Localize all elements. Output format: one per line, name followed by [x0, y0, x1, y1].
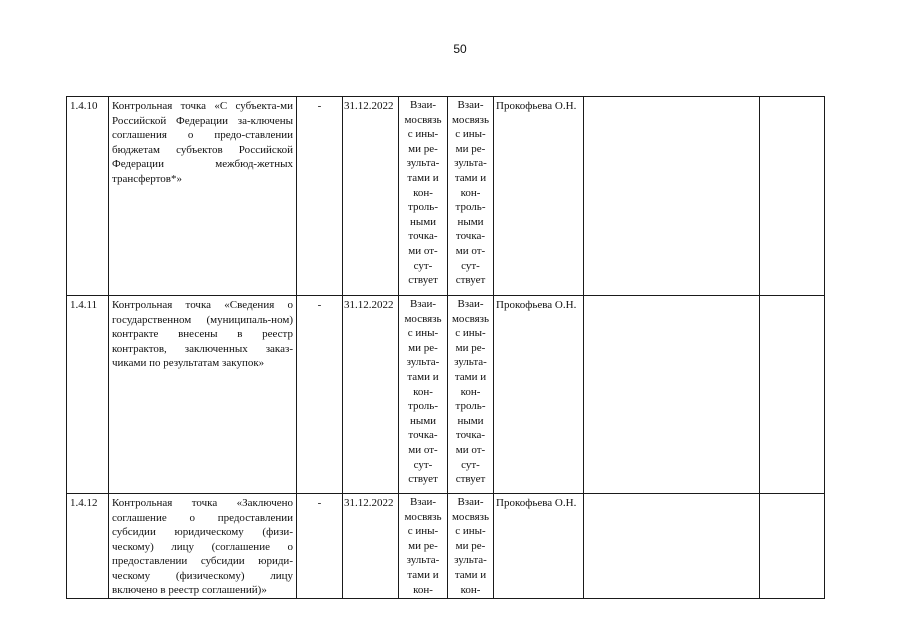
successor-relation-cell: Взаи- мосвязь с ины- ми ре- зульта- тами и кон- троль- ными точка- ми от- сут- ствует [448, 97, 494, 296]
table-row [67, 97, 825, 296]
base-value-cell: - [297, 296, 343, 494]
empty-cell [760, 494, 825, 599]
row-number-cell: 1.4.10 [67, 97, 109, 296]
predecessor-relation-cell: Взаи- мосвязь с ины- ми ре- зульта- тами и кон- троль- ными точка- ми от- сут- ствует [399, 97, 448, 296]
empty-cell [760, 296, 825, 494]
table-row [67, 494, 825, 599]
row-number-cell: 1.4.11 [67, 296, 109, 494]
empty-cell [584, 296, 760, 494]
control-point-name-cell: Контрольная точка «С субъекта-ми Российской Федерации за-ключены соглашения о предо-ставлении бюджетам субъектов Российской Федерации межбюд-жетных трансфертов*» [109, 97, 297, 296]
responsible-person-cell: Прокофьева О.Н. [494, 97, 584, 296]
successor-relation-cell: Взаи- мосвязь с ины- ми ре- зульта- тами и кон- [448, 494, 494, 599]
responsible-person-cell: Прокофьева О.Н. [494, 494, 584, 599]
deadline-date-cell: 31.12.2022 [343, 494, 399, 599]
control-points-table [66, 96, 825, 599]
empty-cell [760, 97, 825, 296]
row-number-cell: 1.4.12 [67, 494, 109, 599]
responsible-person-cell: Прокофьева О.Н. [494, 296, 584, 494]
control-point-name-cell: Контрольная точка «Сведения о государственном (муниципаль-ном) контракте внесены в реестр контрактов, заключенных заказ-чиками по результатам закупок» [109, 296, 297, 494]
predecessor-relation-cell: Взаи- мосвязь с ины- ми ре- зульта- тами и кон- [399, 494, 448, 599]
control-point-name-cell: Контрольная точка «Заключено соглашение о предоставлении субсидии юридическому (физи-ческому) лицу (соглашение о предоставлении субсидии юриди-ческому (физическому) лицу включено в реестр соглашений)» [109, 494, 297, 599]
base-value-cell: - [297, 494, 343, 599]
predecessor-relation-cell: Взаи- мосвязь с ины- ми ре- зульта- тами и кон- троль- ными точка- ми от- сут- ствует [399, 296, 448, 494]
empty-cell [584, 494, 760, 599]
empty-cell [584, 97, 760, 296]
table-row [67, 296, 825, 494]
page-number: 50 [453, 42, 467, 56]
deadline-date-cell: 31.12.2022 [343, 296, 399, 494]
deadline-date-cell: 31.12.2022 [343, 97, 399, 296]
base-value-cell: - [297, 97, 343, 296]
successor-relation-cell: Взаи- мосвязь с ины- ми ре- зульта- тами и кон- троль- ными точка- ми от- сут- ствует [448, 296, 494, 494]
